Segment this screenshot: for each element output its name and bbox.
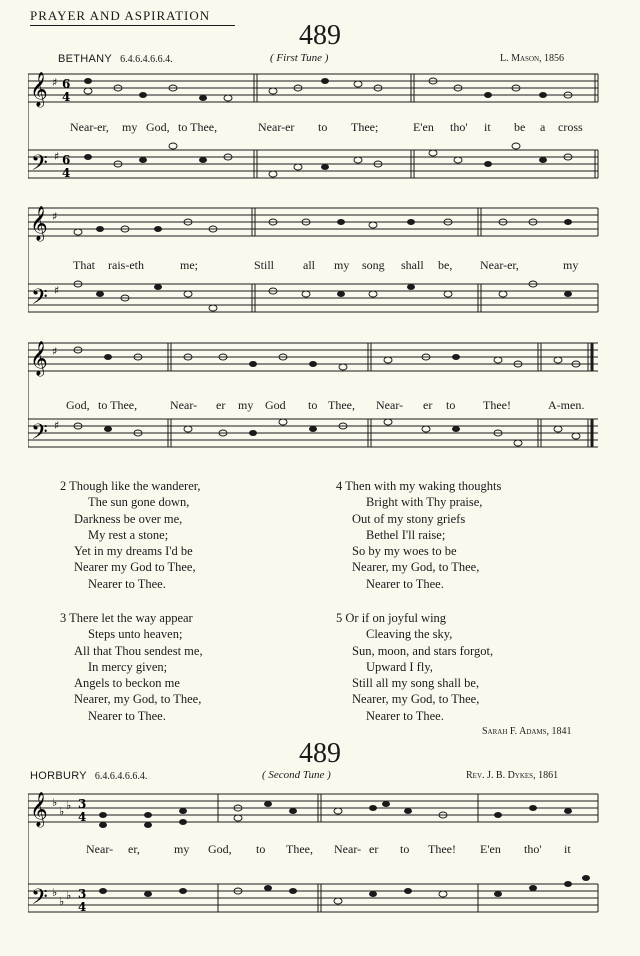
verse-line: Or if on joyful wing	[345, 611, 447, 625]
tune-name: BETHANY	[58, 53, 113, 65]
svg-text:♯: ♯	[52, 76, 58, 89]
svg-text:♭: ♭	[66, 799, 72, 812]
hymn-number-first: 489	[299, 20, 341, 51]
verse-4	[336, 478, 501, 592]
svg-text:𝄞: 𝄞	[30, 792, 48, 827]
verse-line: Though like the wanderer,	[69, 479, 201, 493]
svg-text:♭: ♭	[59, 805, 65, 818]
composer-second: Rev. J. B. Dykes, 1861	[466, 770, 559, 781]
meter: 6.4.6.4.6.6.4.	[120, 54, 173, 65]
verse-line: In mercy given;	[88, 659, 168, 674]
svg-text:♭: ♭	[52, 796, 58, 809]
text-author: Sarah F. Adams, 1841	[482, 726, 572, 737]
verse-number: 2	[60, 479, 67, 493]
verse-line: Still all my song shall be,	[352, 676, 480, 691]
tune-note-first: ( First Tune )	[270, 52, 329, 64]
meter: 6.4.6.4.6.6.4.	[94, 771, 148, 782]
verse-line: Nearer to Thee.	[366, 708, 444, 723]
tune-note-second: ( Second Tune )	[262, 769, 331, 781]
svg-text:4: 4	[78, 900, 87, 914]
svg-text:6: 6	[62, 77, 71, 91]
verse-number: 4	[336, 479, 343, 493]
svg-text:𝄞: 𝄞	[30, 206, 48, 241]
verse-2	[60, 478, 201, 592]
verse-line: Darkness be over me,	[74, 511, 183, 526]
verse-line: Angels to beckon me	[74, 676, 180, 691]
svg-text:4: 4	[62, 166, 71, 180]
svg-text:𝄢: 𝄢	[31, 420, 48, 450]
hymn-number-second: 489	[299, 738, 341, 769]
verse-line: Nearer, my God, to Thee,	[352, 692, 480, 707]
tune-header-second	[30, 770, 147, 782]
verse-line: Nearer, my God, to Thee,	[352, 560, 480, 575]
svg-text:6: 6	[62, 153, 71, 167]
svg-text:𝄢: 𝄢	[31, 885, 48, 915]
music-system-4	[28, 784, 600, 954]
verse-line: Upward I fly,	[366, 659, 433, 674]
svg-text:𝄢: 𝄢	[31, 151, 48, 181]
verse-line: Nearer to Thee.	[366, 576, 444, 591]
svg-text:𝄞: 𝄞	[30, 72, 48, 107]
section-title: PRAYER AND ASPIRATION	[30, 8, 211, 23]
verse-number: 5	[336, 611, 343, 625]
svg-text:♯: ♯	[54, 150, 60, 163]
verse-number: 3	[60, 611, 67, 625]
verse-line: Nearer my God to Thee,	[74, 560, 196, 575]
verse-line: Nearer to Thee.	[88, 708, 166, 723]
verse-line: Bright with Thy praise,	[366, 495, 483, 510]
verse-line: Sun, moon, and stars forgot,	[352, 643, 494, 658]
verse-line: The sun gone down,	[88, 495, 190, 510]
verse-line: Out of my stony griefs	[352, 511, 466, 526]
svg-text:♯: ♯	[52, 345, 58, 358]
verse-line: Yet in my dreams I'd be	[74, 544, 193, 559]
svg-text:♯: ♯	[54, 284, 60, 297]
svg-text:3: 3	[78, 797, 87, 811]
verse-3	[60, 610, 203, 724]
svg-text:♭: ♭	[59, 895, 65, 908]
svg-text:4: 4	[62, 90, 71, 104]
verse-line: Nearer, my God, to Thee,	[74, 692, 202, 707]
tune-name: HORBURY	[30, 770, 87, 782]
svg-text:♯: ♯	[54, 419, 60, 432]
svg-text:♭: ♭	[66, 889, 72, 902]
verse-line: My rest a stone;	[88, 527, 169, 542]
verse-5	[336, 610, 493, 724]
tune-header-first	[58, 53, 173, 65]
svg-text:3: 3	[78, 887, 87, 901]
svg-text:♭: ♭	[52, 886, 58, 899]
verse-line: Nearer to Thee.	[88, 576, 166, 591]
svg-text:♯: ♯	[52, 210, 58, 223]
verse-line: So by my woes to be	[352, 544, 457, 559]
verse-line: There let the way appear	[69, 611, 193, 625]
verse-line: All that Thou sendest me,	[74, 643, 203, 658]
svg-text:𝄢: 𝄢	[31, 285, 48, 315]
svg-text:4: 4	[78, 810, 87, 824]
composer-first: L. Mason, 1856	[500, 53, 565, 64]
svg-text:𝄞: 𝄞	[30, 341, 48, 376]
verse-line: Steps unto heaven;	[88, 627, 183, 642]
verse-line: Cleaving the sky,	[366, 627, 453, 642]
verse-line: Bethel I'll raise;	[366, 527, 446, 542]
verse-line: Then with my waking thoughts	[345, 479, 502, 493]
